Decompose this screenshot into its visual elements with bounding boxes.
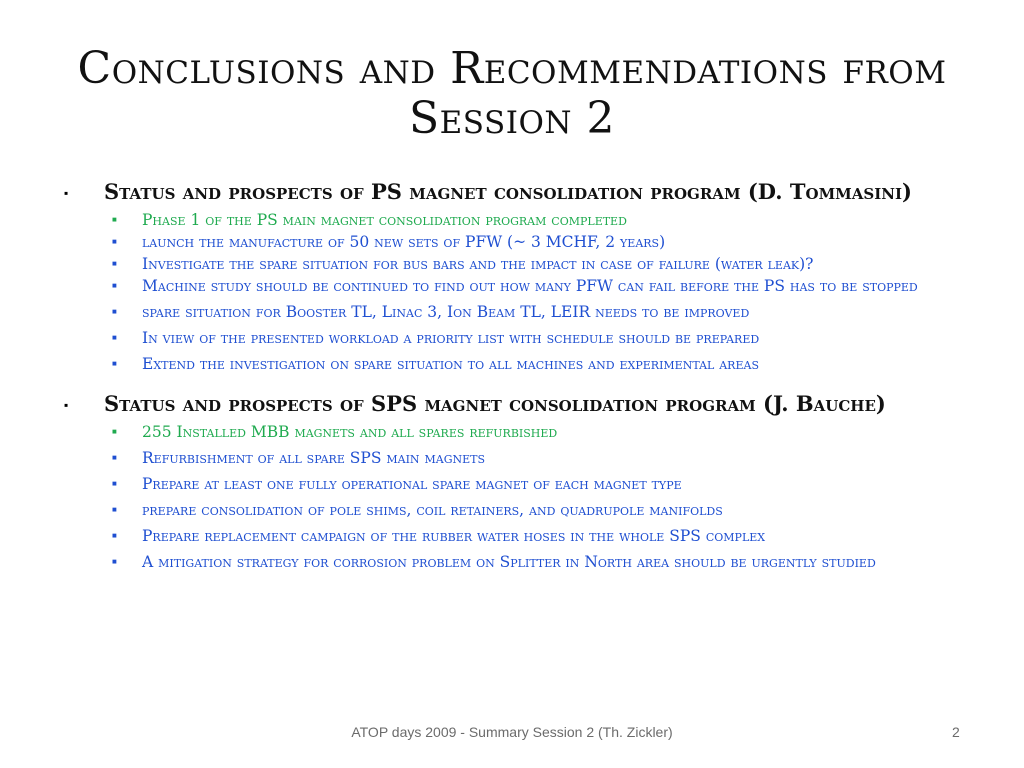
section-ps-magnet [60, 180, 990, 372]
small-square-bullet-icon: ■ [112, 333, 117, 342]
list-item [60, 476, 990, 492]
section-heading [60, 180, 990, 206]
list-item [60, 502, 990, 518]
small-square-bullet-icon: ■ [112, 479, 117, 488]
small-square-bullet-icon: ■ [112, 557, 117, 566]
list-item [60, 356, 990, 372]
item-text: Extend the investigation on spare situation to all machines and experimental areas [142, 355, 759, 373]
item-text: spare situation for Booster TL, Linac 3, Ion Beam TL, LEIR needs to be improved [142, 303, 750, 321]
slide-footer: ATOP days 2009 - Summary Session 2 (Th. Zickler) [351, 724, 673, 740]
section-title: Status and prospects of SPS magnet consolidation program (J. Bauche) [104, 391, 886, 416]
item-text: Prepare replacement campaign of the rubber water hoses in the whole SPS complex [142, 527, 766, 545]
small-square-bullet-icon: ■ [112, 359, 117, 368]
square-bullet-icon: ▪ [64, 186, 69, 200]
section-heading [60, 392, 990, 418]
page-number: 2 [952, 724, 960, 740]
list-item [60, 212, 990, 228]
small-square-bullet-icon: ■ [112, 505, 117, 514]
list-item [60, 234, 990, 250]
item-text: prepare consolidation of pole shims, coil retainers, and quadrupole manifolds [142, 501, 723, 519]
list-item [60, 554, 990, 570]
section-title: Status and prospects of PS magnet consolidation program (D. Tommasini) [104, 179, 912, 204]
small-square-bullet-icon: ■ [112, 237, 117, 246]
small-square-bullet-icon: ■ [112, 281, 117, 290]
list-item [60, 256, 990, 272]
list-item [60, 330, 990, 346]
small-square-bullet-icon: ■ [112, 215, 117, 224]
item-text: launch the manufacture of 50 new sets of PFW (~ 3 MCHF, 2 years) [142, 233, 666, 251]
small-square-bullet-icon: ■ [112, 427, 117, 436]
item-text: Phase 1 of the PS main magnet consolidation program completed [142, 211, 627, 229]
slide-title: Conclusions and Recommendations from Session 2 [77, 43, 947, 144]
item-text: Refurbishment of all spare SPS main magnets [142, 449, 486, 467]
slide-content [60, 180, 990, 590]
item-text: In view of the presented workload a priority list with schedule should be prepared [142, 329, 760, 347]
section-items [60, 424, 990, 570]
small-square-bullet-icon: ■ [112, 307, 117, 316]
item-text: Prepare at least one fully operational spare magnet of each magnet type [142, 475, 682, 493]
item-text: A mitigation strategy for corrosion problem on Splitter in North area should be urgently studied [142, 553, 876, 571]
list-item [60, 450, 990, 466]
small-square-bullet-icon: ■ [112, 531, 117, 540]
item-text: Investigate the spare situation for bus bars and the impact in case of failure (water leak)? [142, 255, 814, 273]
square-bullet-icon: ▪ [64, 398, 69, 412]
section-items [60, 212, 990, 372]
list-item [60, 304, 990, 320]
item-text: Machine study should be continued to find out how many PFW can fail before the PS has to be stopped [142, 277, 918, 295]
item-text: 255 Installed MBB magnets and all spares refurbished [142, 423, 558, 441]
section-sps-magnet [60, 392, 990, 570]
list-item [60, 528, 990, 544]
list-item [60, 278, 990, 294]
small-square-bullet-icon: ■ [112, 453, 117, 462]
small-square-bullet-icon: ■ [112, 259, 117, 268]
list-item [60, 424, 990, 440]
